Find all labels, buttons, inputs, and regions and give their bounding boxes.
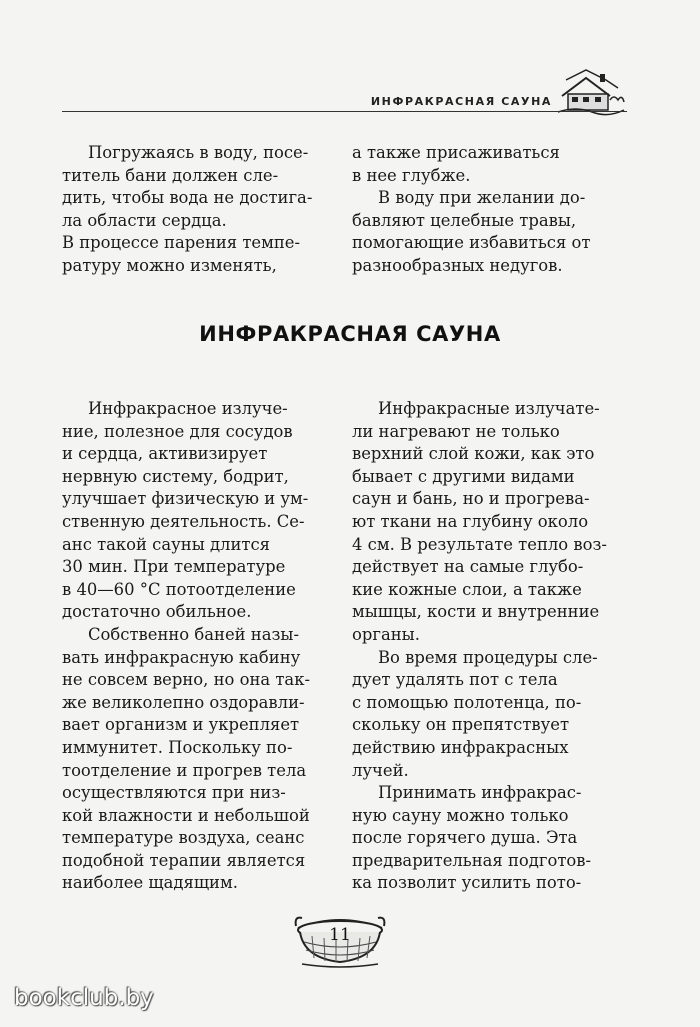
text-line: дует удалять пот с тела <box>352 670 558 690</box>
text-line: тоотделение и прогрев тела <box>62 760 307 780</box>
text-line: 30 мин. При температуре <box>62 557 286 577</box>
page-number: 11 <box>329 925 351 945</box>
text-line: осуществляются при низ- <box>62 783 286 803</box>
text-line: подобной терапии является <box>62 850 306 870</box>
body-left-column <box>62 398 347 895</box>
text-line: в нее глубже. <box>352 165 471 185</box>
text-line: бывает с другими видами <box>352 466 575 486</box>
text-line: ние, полезное для сосудов <box>62 421 293 441</box>
text-line: нервную систему, бодрит, <box>62 466 289 486</box>
text-line: саун и бань, но и прогрева- <box>352 489 590 509</box>
text-line: не совсем верно, но она так- <box>62 670 310 690</box>
text-line: с помощью полотенца, по- <box>352 692 582 712</box>
text-line: кие кожные слои, а также <box>352 579 582 599</box>
watermark: bookclub.by <box>14 985 154 1011</box>
text-line: Собственно баней назы- <box>88 624 299 644</box>
text-line: Инфракрасное излуче- <box>88 399 288 418</box>
top-left-column <box>62 142 342 278</box>
text-line: Принимать инфракрас- <box>378 783 582 803</box>
text-line: мышцы, кости и внутренние <box>352 602 600 622</box>
text-line: ют ткани на глубину около <box>352 511 589 531</box>
text-line: после горячего душа. Эта <box>352 828 578 848</box>
text-line: В воду при желании до- <box>378 188 586 208</box>
text-line: действует на самые глубо- <box>352 557 584 577</box>
text-line: предварительная подготов- <box>352 850 592 870</box>
text-line: анс такой сауны длится <box>62 534 270 554</box>
text-line: ли нагревают не только <box>352 421 560 441</box>
text-line: вать инфракрасную кабину <box>62 647 301 667</box>
text-line: действию инфракрасных <box>352 737 569 757</box>
text-line: ратуру можно изменять, <box>62 255 277 275</box>
text-line: вает организм и укрепляет <box>62 715 300 735</box>
text-line: верхний слой кожи, как это <box>352 444 595 464</box>
text-line: ла области сердца. <box>62 210 227 230</box>
text-line: Во время процедуры сле- <box>378 647 598 667</box>
text-line: кой влажности и небольшой <box>62 805 310 825</box>
text-line: достаточно обильное. <box>62 602 252 622</box>
text-line: скольку он препятствует <box>352 715 570 735</box>
text-line: разнообразных недугов. <box>352 255 563 275</box>
text-line: иммунитет. Поскольку по- <box>62 737 293 757</box>
text-line: же великолепно оздоравли- <box>62 692 305 712</box>
text-line: в 40—60 °С потоотделение <box>62 579 296 599</box>
text-line: органы. <box>352 624 420 644</box>
text-line: наиболее щадящим. <box>62 873 238 893</box>
text-line: дить, чтобы вода не достига- <box>62 188 313 208</box>
text-line: ственную деятельность. Се- <box>62 511 305 531</box>
text-line: лучей. <box>352 760 409 780</box>
running-head: ИНФРАКРАСНАЯ САУНА <box>370 95 552 108</box>
text-line: помогающие избавиться от <box>352 233 591 253</box>
text-line: Погружаясь в воду, посе- <box>88 143 309 162</box>
text-line: ную сауну можно только <box>352 805 569 825</box>
text-line: Инфракрасные излучате- <box>378 399 600 418</box>
header-rule <box>62 111 627 112</box>
text-line: титель бани должен сле- <box>62 165 279 185</box>
text-line: температуре воздуха, сеанс <box>62 828 305 848</box>
body-right-column <box>352 398 637 895</box>
text-line: и сердца, активизирует <box>62 444 268 464</box>
text-line: бавляют целебные травы, <box>352 210 577 230</box>
text-line: В процессе парения темпе- <box>62 233 301 253</box>
top-right-column <box>352 142 632 278</box>
text-line: а также присаживаться <box>352 143 560 162</box>
text-line: ка позволит усилить пото- <box>352 873 582 893</box>
text-line: 4 см. В результате тепло воз- <box>352 534 607 554</box>
text-line: улучшает физическую и ум- <box>62 489 309 509</box>
section-title: ИНФРАКРАСНАЯ САУНА <box>199 322 501 346</box>
